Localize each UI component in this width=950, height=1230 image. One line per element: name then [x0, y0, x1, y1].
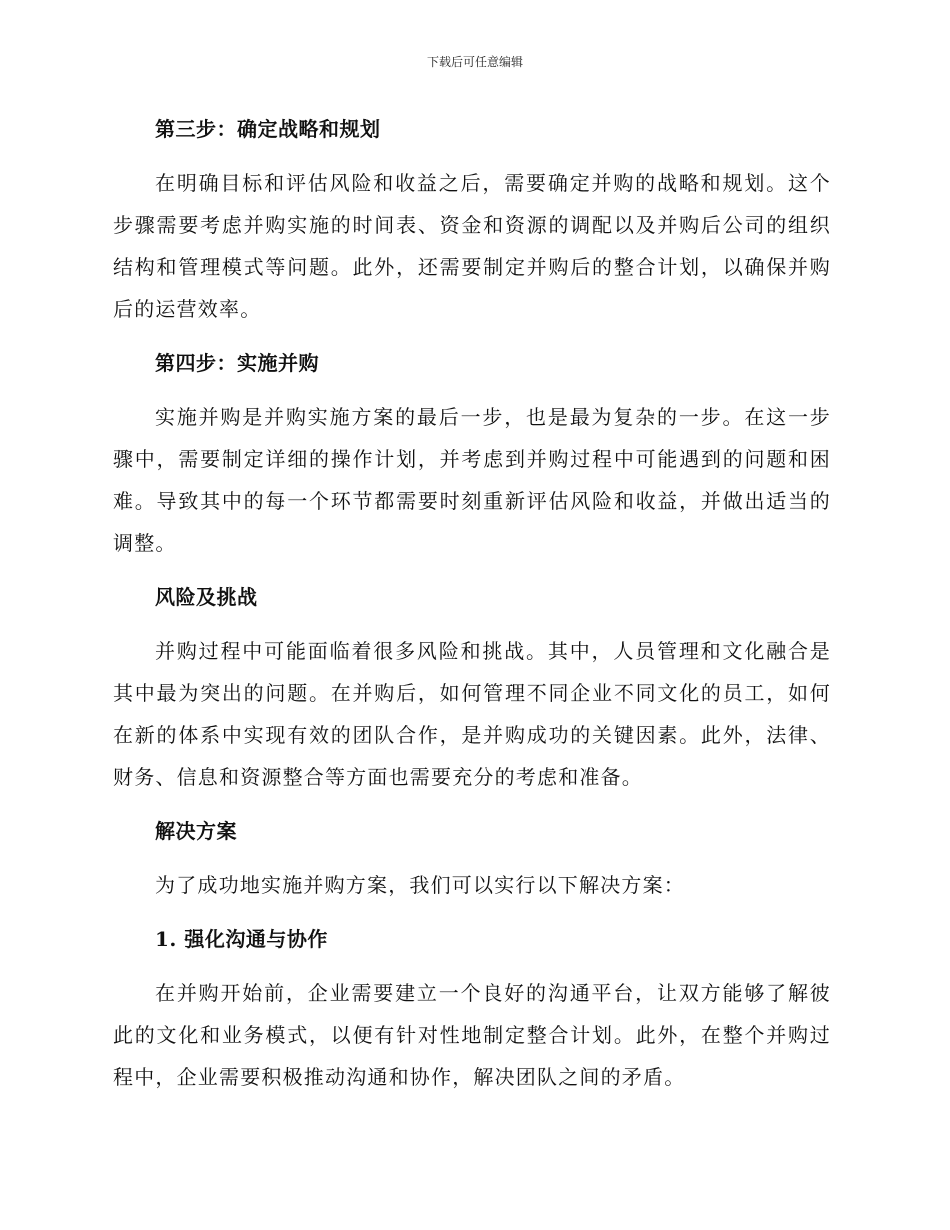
section-paragraph-step4: 实施并购是并购实施方案的最后一步，也是最为复杂的一步。在这一步骤中，需要制定详细的操作计划，并考虑到并购过程中可能遇到的问题和困难。导致其中的每一个环节都需要时刻重新评估风险和收益，并做出适当的调整。 — [113, 405, 831, 555]
page-header: 下载后可任意编辑 — [426, 55, 523, 69]
section-heading-step3: 第三步：确定战略和规划 — [155, 117, 381, 141]
section-heading-step4: 第四步：实施并购 — [155, 351, 319, 375]
section-heading-communication: 1. 强化沟通与协作 — [155, 927, 328, 951]
section-paragraph-risks: 并购过程中可能面临着很多风险和挑战。其中，人员管理和文化融合是其中最为突出的问题。在并购后，如何管理不同企业不同文化的员工，如何在新的体系中实现有效的团队合作，是并购成功的关键因素。此外，法律、财务、信息和资源整合等方面也需要充分的考虑和准备。 — [113, 639, 831, 789]
document-body — [113, 108, 831, 1098]
section-paragraph-communication: 在并购开始前，企业需要建立一个良好的沟通平台，让双方能够了解彼此的文化和业务模式，以便有针对性地制定整合计划。此外，在整个并购过程中，企业需要积极推动沟通和协作，解决团队之间的矛盾。 — [113, 981, 831, 1089]
section-heading-solutions: 解决方案 — [155, 819, 237, 843]
section-heading-risks: 风险及挑战 — [155, 585, 258, 609]
section-paragraph-solutions: 为了成功地实施并购方案，我们可以实行以下解决方案： — [155, 873, 685, 897]
section-paragraph-step3: 在明确目标和评估风险和收益之后，需要确定并购的战略和规划。这个步骤需要考虑并购实施的时间表、资金和资源的调配以及并购后公司的组织结构和管理模式等问题。此外，还需要制定并购后的整合计划，以确保并购后的运营效率。 — [113, 171, 831, 321]
